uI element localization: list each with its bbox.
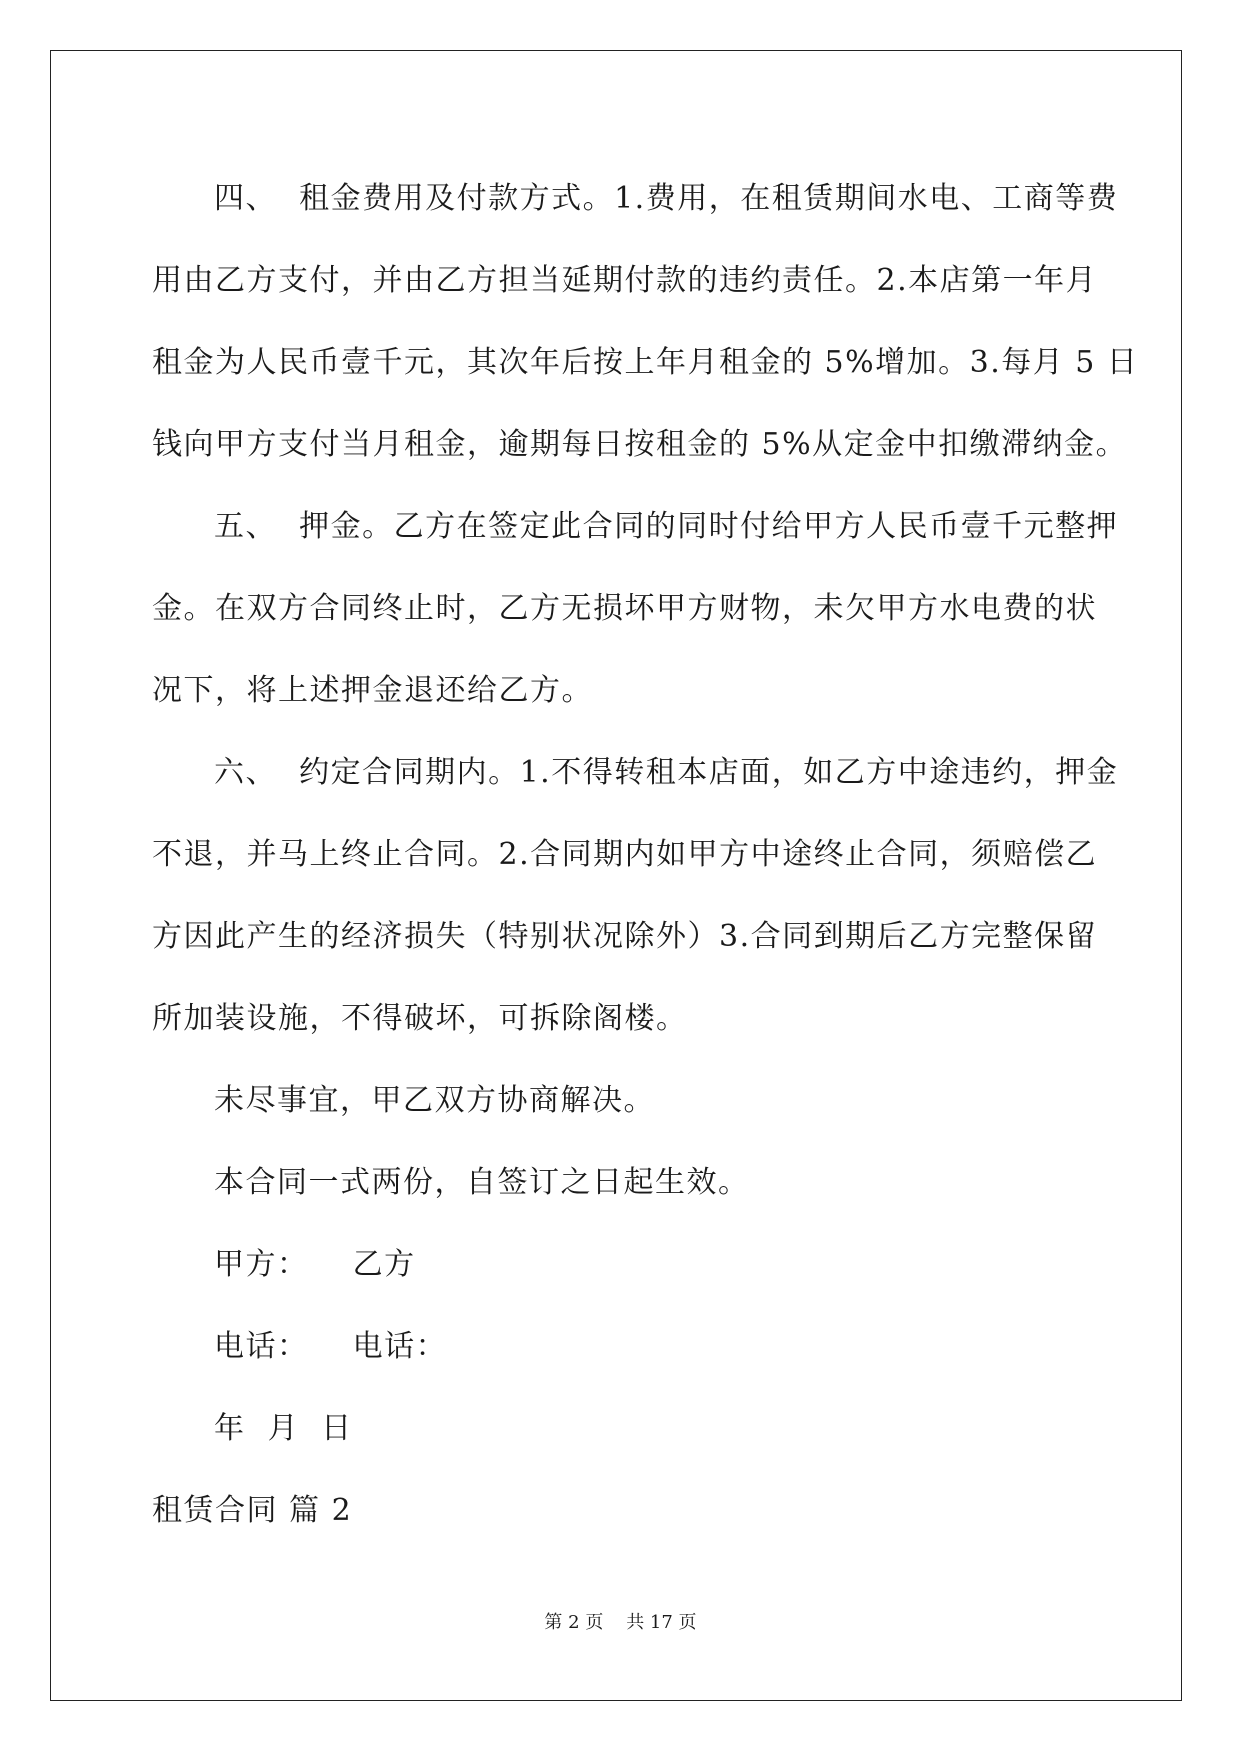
para5-line3: 况下，将上述押金退还给乙方。 — [152, 673, 593, 708]
para5-line1: 五、 押金。乙方在签定此合同的同时付给甲方人民币壹千元整押 — [214, 509, 1119, 544]
para6-line1: 六、 约定合同期内。1.不得转租本店面，如乙方中途违约，押金 — [214, 755, 1119, 790]
misc-clause: 未尽事宜，甲乙双方协商解决。 — [214, 1083, 655, 1118]
para6-line2: 不退，并马上终止合同。2.合同期内如甲方中途终止合同，须赔偿乙 — [152, 837, 1098, 872]
section-heading: 租赁合同 篇 2 — [152, 1493, 353, 1528]
para4-line3: 租金为人民币壹千元，其次年后按上年月租金的 5%增加。3.每月 5 日 — [152, 345, 1139, 380]
phone-labels: 电话： 电话： — [214, 1329, 448, 1364]
para4-line4: 钱向甲方支付当月租金，逾期每日按租金的 5%从定金中扣缴滞纳金。 — [152, 427, 1128, 462]
para6-line3: 方因此产生的经济损失（特别状况除外）3.合同到期后乙方完整保留 — [152, 919, 1098, 954]
page-footer: 第 2 页 共 17 页 — [544, 1612, 697, 1633]
para4-line2: 用由乙方支付，并由乙方担当延期付款的违约责任。2.本店第一年月 — [152, 263, 1098, 298]
date-line: 年 月 日 — [214, 1411, 353, 1446]
para6-line4: 所加装设施，不得破坏，可拆除阁楼。 — [152, 1001, 688, 1036]
copies-clause: 本合同一式两份，自签订之日起生效。 — [214, 1165, 750, 1200]
para4-line1: 四、 租金费用及付款方式。1.费用，在租赁期间水电、工商等费 — [214, 181, 1119, 216]
party-labels: 甲方： 乙方 — [214, 1247, 416, 1282]
para5-line2: 金。在双方合同终止时，乙方无损坏甲方财物，未欠甲方水电费的状 — [152, 591, 1097, 626]
